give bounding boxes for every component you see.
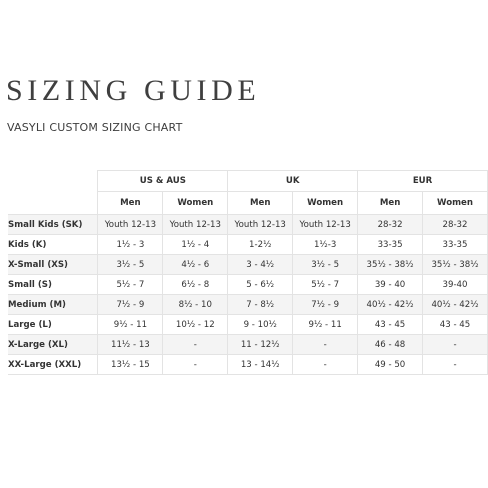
table-cell: - xyxy=(423,335,488,355)
subheader-uk-women: Women xyxy=(293,192,358,215)
table-cell: 11½ - 13 xyxy=(98,335,163,355)
table-cell: 6½ - 8 xyxy=(163,275,228,295)
row-label: Medium (M) xyxy=(8,295,98,315)
table-cell: 7½ - 9 xyxy=(98,295,163,315)
table-cell: 33-35 xyxy=(423,235,488,255)
page-subtitle: VASYLI CUSTOM SIZING CHART xyxy=(7,121,183,134)
table-cell: 39-40 xyxy=(423,275,488,295)
table-cell: 35½ - 38½ xyxy=(423,255,488,275)
table-cell: 10½ - 12 xyxy=(163,315,228,335)
table-subheader-row xyxy=(8,192,488,215)
sizing-table xyxy=(8,170,488,375)
table-cell: 46 - 48 xyxy=(358,335,423,355)
table-cell: 49 - 50 xyxy=(358,355,423,375)
table-cell: 33-35 xyxy=(358,235,423,255)
table-cell: 1½ - 3 xyxy=(98,235,163,255)
table-cell: Youth 12-13 xyxy=(98,215,163,235)
table-cell: 5½ - 7 xyxy=(293,275,358,295)
subheader-us-men: Men xyxy=(98,192,163,215)
table-cell: 9 - 10½ xyxy=(228,315,293,335)
row-label: Small (S) xyxy=(8,275,98,295)
row-label: Small Kids (SK) xyxy=(8,215,98,235)
table-cell: 8½ - 10 xyxy=(163,295,228,315)
table-cell: 1½ - 4 xyxy=(163,235,228,255)
table-cell: Youth 12-13 xyxy=(293,215,358,235)
group-header-us-aus: US & AUS xyxy=(98,171,228,192)
table-cell: 43 - 45 xyxy=(358,315,423,335)
table-cell: Youth 12-13 xyxy=(163,215,228,235)
table-row xyxy=(8,355,488,375)
row-label: X-Small (XS) xyxy=(8,255,98,275)
table-cell: - xyxy=(293,335,358,355)
table-cell: 5 - 6½ xyxy=(228,275,293,295)
table-cell: 39 - 40 xyxy=(358,275,423,295)
table-cell: - xyxy=(163,355,228,375)
table-cell: 35½ - 38½ xyxy=(358,255,423,275)
table-row xyxy=(8,255,488,275)
table-row xyxy=(8,275,488,295)
table-corner-cell xyxy=(8,192,98,215)
table-corner-cell xyxy=(8,171,98,192)
group-header-uk: UK xyxy=(228,171,358,192)
subheader-eur-women: Women xyxy=(423,192,488,215)
table-cell: 1½-3 xyxy=(293,235,358,255)
table-cell: 7½ - 9 xyxy=(293,295,358,315)
table-cell: 5½ - 7 xyxy=(98,275,163,295)
table-cell: - xyxy=(293,355,358,375)
subheader-eur-men: Men xyxy=(358,192,423,215)
table-cell: 3½ - 5 xyxy=(98,255,163,275)
table-cell: 4½ - 6 xyxy=(163,255,228,275)
table-cell: 7 - 8½ xyxy=(228,295,293,315)
table-cell: 9½ - 11 xyxy=(293,315,358,335)
table-cell: 43 - 45 xyxy=(423,315,488,335)
table-cell: 40½ - 42½ xyxy=(423,295,488,315)
table-row xyxy=(8,315,488,335)
row-label: Kids (K) xyxy=(8,235,98,255)
group-header-eur: EUR xyxy=(358,171,488,192)
row-label: X-Large (XL) xyxy=(8,335,98,355)
table-row xyxy=(8,235,488,255)
table-cell: 3 - 4½ xyxy=(228,255,293,275)
table-row xyxy=(8,335,488,355)
page-title: SIZING GUIDE xyxy=(6,74,261,107)
table-cell: 3½ - 5 xyxy=(293,255,358,275)
table-cell: 13½ - 15 xyxy=(98,355,163,375)
table-cell: 9½ - 11 xyxy=(98,315,163,335)
table-cell: - xyxy=(423,355,488,375)
table-cell: 40½ - 42½ xyxy=(358,295,423,315)
table-cell: Youth 12-13 xyxy=(228,215,293,235)
table-cell: - xyxy=(163,335,228,355)
subheader-us-women: Women xyxy=(163,192,228,215)
table-cell: 1-2½ xyxy=(228,235,293,255)
table-row xyxy=(8,215,488,235)
table-cell: 11 - 12½ xyxy=(228,335,293,355)
row-label: Large (L) xyxy=(8,315,98,335)
row-label: XX-Large (XXL) xyxy=(8,355,98,375)
subheader-uk-men: Men xyxy=(228,192,293,215)
table-row xyxy=(8,295,488,315)
table-cell: 13 - 14½ xyxy=(228,355,293,375)
table-group-header-row xyxy=(8,171,488,192)
table-cell: 28-32 xyxy=(423,215,488,235)
table-cell: 28-32 xyxy=(358,215,423,235)
